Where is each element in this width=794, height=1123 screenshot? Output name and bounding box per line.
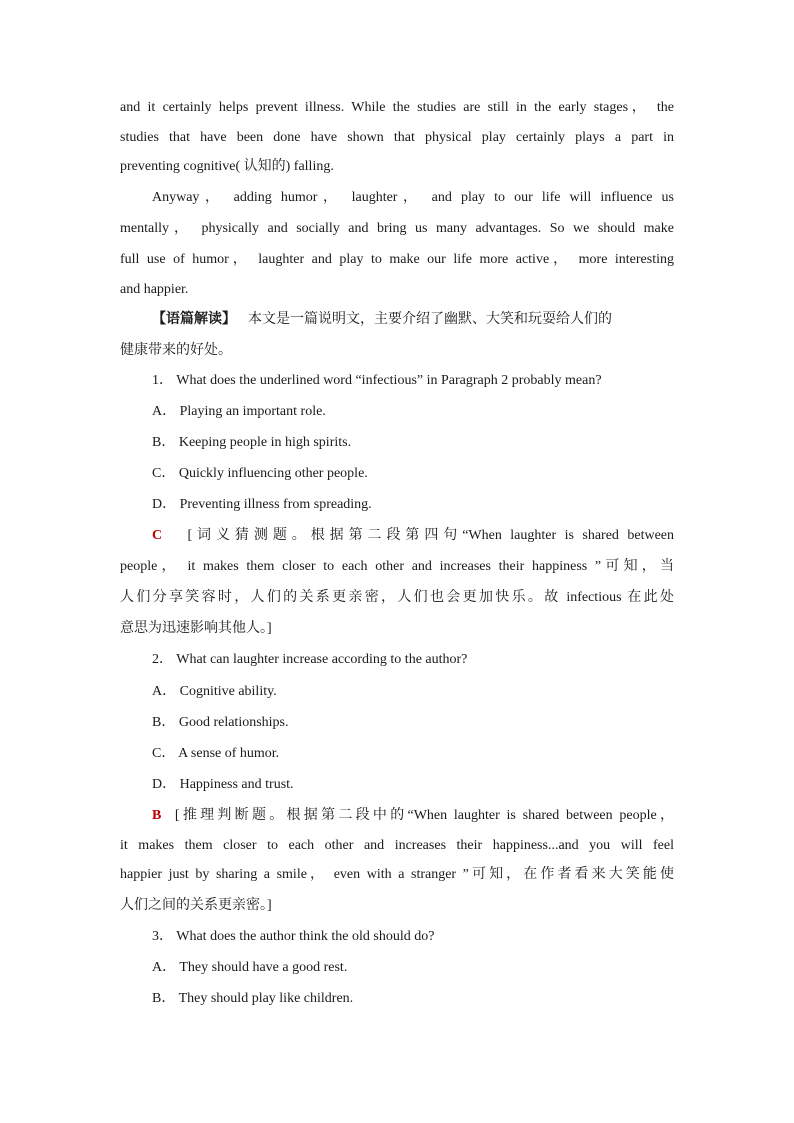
answer-letter: C [152, 528, 163, 543]
question-stem: 2． What can laughter increase according to the author? [152, 652, 468, 667]
passage-line: studies that have been done have shown that physical play certainly plays a part in [120, 130, 674, 145]
answer-letter: B [152, 808, 162, 823]
option-d: D． Happiness and trust. [152, 777, 294, 792]
summary-line: 健康带来的好处。 [120, 342, 232, 358]
explanation-text: [推理判断题。根据第二段中的“When laughter is shared between people， [174, 808, 674, 823]
passage-line: full use of humor， laughter and play to make our life more active， more interesting [120, 252, 674, 267]
option-b: B． Keeping people in high spirits. [152, 435, 352, 450]
passage-line: and happier. [120, 282, 189, 297]
option-b: B． They should play like children. [152, 991, 354, 1006]
passage-line: preventing cognitive( 认知的) falling. [120, 159, 334, 174]
option-a: A． Cognitive ability. [152, 684, 277, 699]
explanation-line [152, 806, 674, 826]
option-b: B． Good relationships. [152, 715, 289, 730]
option-c: C． A sense of humor. [152, 746, 280, 761]
passage-line: and it certainly helps prevent illness. While the studies are still in the early stages， the [120, 100, 674, 115]
explanation-line: it makes them closer to each other and increases their happiness...and you will feel [120, 838, 674, 853]
explanation-text: [词义猜测题。根据第二段第四句“When laughter is shared between [187, 528, 674, 543]
summary-label: 【语篇解读】 [152, 311, 236, 327]
option-a: A． They should have a good rest. [152, 960, 348, 975]
option-c: C． Quickly influencing other people. [152, 466, 368, 481]
explanation-line [152, 526, 674, 546]
explanation-line: happier just by sharing a smile， even with a stranger ”可知，在作者看来大笑能使 [120, 867, 674, 882]
question-stem: 3． What does the author think the old should do? [152, 929, 435, 944]
explanation-line: 人们之间的关系更亲密。] [120, 898, 272, 913]
explanation-line: 人们分享笑容时，人们的关系更亲密，人们也会更加快乐。故 infectious 在此处 [120, 590, 674, 605]
passage-line: Anyway， adding humor， laughter， and play to our life will influence us [152, 190, 674, 205]
passage-line: mentally， physically and socially and bring us many advantages. So we should make [120, 221, 674, 236]
summary-line [152, 309, 612, 329]
explanation-line: 意思为迅速影响其他人。] [120, 621, 272, 636]
option-a: A． Playing an important role. [152, 404, 326, 419]
option-d: D． Preventing illness from spreading. [152, 497, 372, 512]
explanation-line: people， it makes them closer to each other and increases their happiness ”可知，当 [120, 559, 674, 574]
question-stem: 1． What does the underlined word “infectious” in Paragraph 2 probably mean? [152, 373, 602, 388]
summary-text: 本文是一篇说明文，主要介绍了幽默、大笑和玩耍给人们的 [248, 311, 612, 327]
